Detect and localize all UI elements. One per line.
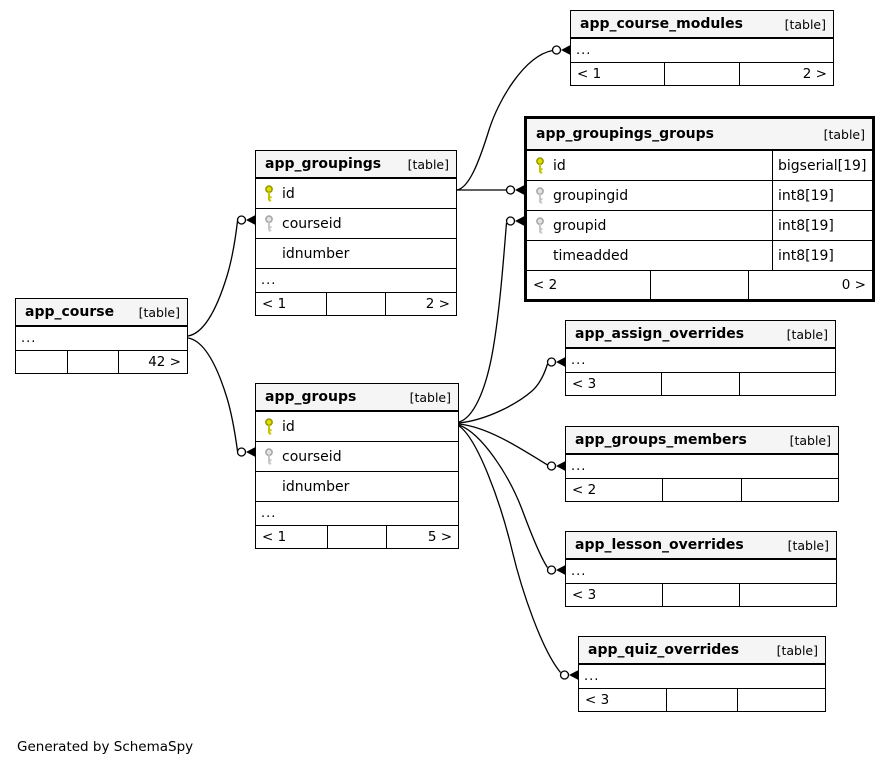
table-name: app_assign_overrides	[575, 326, 745, 342]
foreign-key-icon	[256, 448, 282, 465]
table-header	[566, 427, 838, 455]
collapsed-columns-row: ...	[566, 349, 835, 373]
table-footer	[571, 63, 833, 85]
rel-groupings-to-groupings-groups	[457, 185, 524, 195]
footer-spacer	[662, 373, 740, 395]
table-header	[566, 532, 836, 560]
column-name: timeadded	[553, 247, 629, 264]
table-header	[566, 321, 835, 349]
rel-groups-to-assign-overrides	[459, 357, 565, 423]
table-app-assign-overrides[interactable]	[565, 320, 836, 396]
degree-out	[740, 373, 835, 395]
collapsed-columns-row: ...	[16, 327, 187, 351]
table-type-tag: [table]	[823, 126, 865, 142]
table-name: app_lesson_overrides	[575, 537, 744, 553]
column-name: id	[282, 185, 295, 202]
degree-in: < 3	[579, 689, 667, 711]
table-type-tag: [table]	[786, 326, 828, 342]
footer-spacer	[651, 271, 750, 299]
table-header	[16, 299, 187, 327]
table-name: app_groupings	[265, 156, 382, 172]
table-app-groupings[interactable]	[255, 150, 457, 316]
table-footer	[256, 526, 458, 548]
table-app-course[interactable]	[15, 298, 188, 374]
table-type-tag: [table]	[407, 156, 449, 172]
footer-spacer	[327, 293, 385, 315]
column-row	[256, 239, 456, 269]
foreign-key-icon	[527, 217, 553, 234]
column-name: groupingid	[553, 187, 629, 204]
column-type: bigserial[19]	[772, 151, 872, 180]
table-type-tag: [table]	[789, 432, 831, 448]
degree-in: < 3	[566, 373, 662, 395]
degree-out	[742, 479, 838, 501]
foreign-key-icon	[256, 215, 282, 232]
column-row	[527, 151, 872, 181]
column-name: courseid	[282, 215, 342, 232]
column-name: courseid	[282, 448, 342, 465]
column-row	[527, 211, 872, 241]
table-type-tag: [table]	[784, 16, 826, 32]
table-footer	[566, 584, 836, 606]
column-row	[256, 179, 456, 209]
rel-course-to-groupings	[188, 215, 255, 336]
table-footer	[527, 271, 872, 299]
collapsed-columns-row: ...	[566, 560, 836, 584]
column-name: groupid	[553, 217, 607, 234]
degree-out: 5 >	[427, 529, 453, 545]
table-type-tag: [table]	[138, 304, 180, 320]
foreign-key-icon	[527, 187, 553, 204]
table-footer	[566, 479, 838, 501]
column-name: idnumber	[282, 478, 350, 495]
table-app-lesson-overrides[interactable]	[565, 531, 837, 607]
collapsed-columns-row: ...	[579, 665, 825, 689]
table-name: app_course_modules	[580, 16, 743, 32]
table-name: app_groupings_groups	[536, 126, 715, 142]
rel-course-to-groups	[188, 338, 255, 457]
column-type: int8[19]	[772, 241, 872, 270]
table-name: app_course	[25, 304, 115, 320]
table-footer	[256, 293, 456, 315]
collapsed-columns-row: ...	[571, 39, 833, 63]
column-row	[527, 241, 872, 271]
table-footer	[579, 689, 825, 711]
table-app-groupings-groups[interactable]	[524, 116, 875, 302]
footer-spacer	[667, 689, 738, 711]
primary-key-icon	[527, 157, 553, 174]
footer-spacer	[663, 479, 742, 501]
footer-spacer	[68, 351, 120, 373]
column-name: id	[553, 157, 566, 174]
table-app-groups-members[interactable]	[565, 426, 839, 502]
degree-out: 42 >	[148, 354, 181, 370]
degree-in: < 1	[256, 293, 327, 315]
table-type-tag: [table]	[787, 537, 829, 553]
generator-note: Generated by SchemaSpy	[17, 739, 194, 755]
table-type-tag: [table]	[776, 642, 818, 658]
table-header	[256, 151, 456, 179]
primary-key-icon	[256, 418, 282, 435]
column-name: id	[282, 418, 295, 435]
collapsed-columns-row: ...	[566, 455, 838, 479]
primary-key-icon	[256, 185, 282, 202]
footer-spacer	[328, 526, 387, 548]
table-name: app_quiz_overrides	[588, 642, 740, 658]
degree-in: < 1	[256, 526, 328, 548]
column-type: int8[19]	[772, 181, 872, 210]
table-header	[527, 119, 872, 151]
table-type-tag: [table]	[409, 389, 451, 405]
degree-out	[740, 584, 836, 606]
collapsed-columns-row: ...	[256, 269, 456, 293]
column-row	[256, 472, 458, 502]
degree-out	[738, 689, 825, 711]
degree-in: < 2	[566, 479, 663, 501]
column-row	[256, 442, 458, 472]
degree-in: < 2	[527, 271, 651, 299]
column-type: int8[19]	[772, 211, 872, 240]
table-name: app_groups_members	[575, 432, 747, 448]
column-row	[256, 209, 456, 239]
table-name: app_groups	[265, 389, 357, 405]
collapsed-columns-row: ...	[256, 502, 458, 526]
table-header	[256, 384, 458, 412]
degree-out: 0 >	[841, 277, 866, 293]
degree-in: < 3	[566, 584, 663, 606]
table-footer	[566, 373, 835, 395]
degree-out: 2 >	[802, 66, 827, 82]
table-app-quiz-overrides[interactable]	[578, 636, 826, 712]
rel-groups-to-groupings-groups	[459, 216, 524, 422]
degree-in: < 1	[571, 63, 665, 85]
degree-out: 2 >	[425, 296, 450, 312]
column-row	[256, 412, 458, 442]
footer-spacer	[663, 584, 741, 606]
table-app-groups[interactable]	[255, 383, 459, 549]
table-app-course-modules[interactable]	[570, 10, 834, 86]
table-header	[579, 637, 825, 665]
degree-in	[16, 351, 68, 373]
footer-spacer	[665, 63, 741, 85]
column-row	[527, 181, 872, 211]
column-name: idnumber	[282, 245, 350, 262]
table-header	[571, 11, 833, 39]
table-footer	[16, 351, 187, 373]
